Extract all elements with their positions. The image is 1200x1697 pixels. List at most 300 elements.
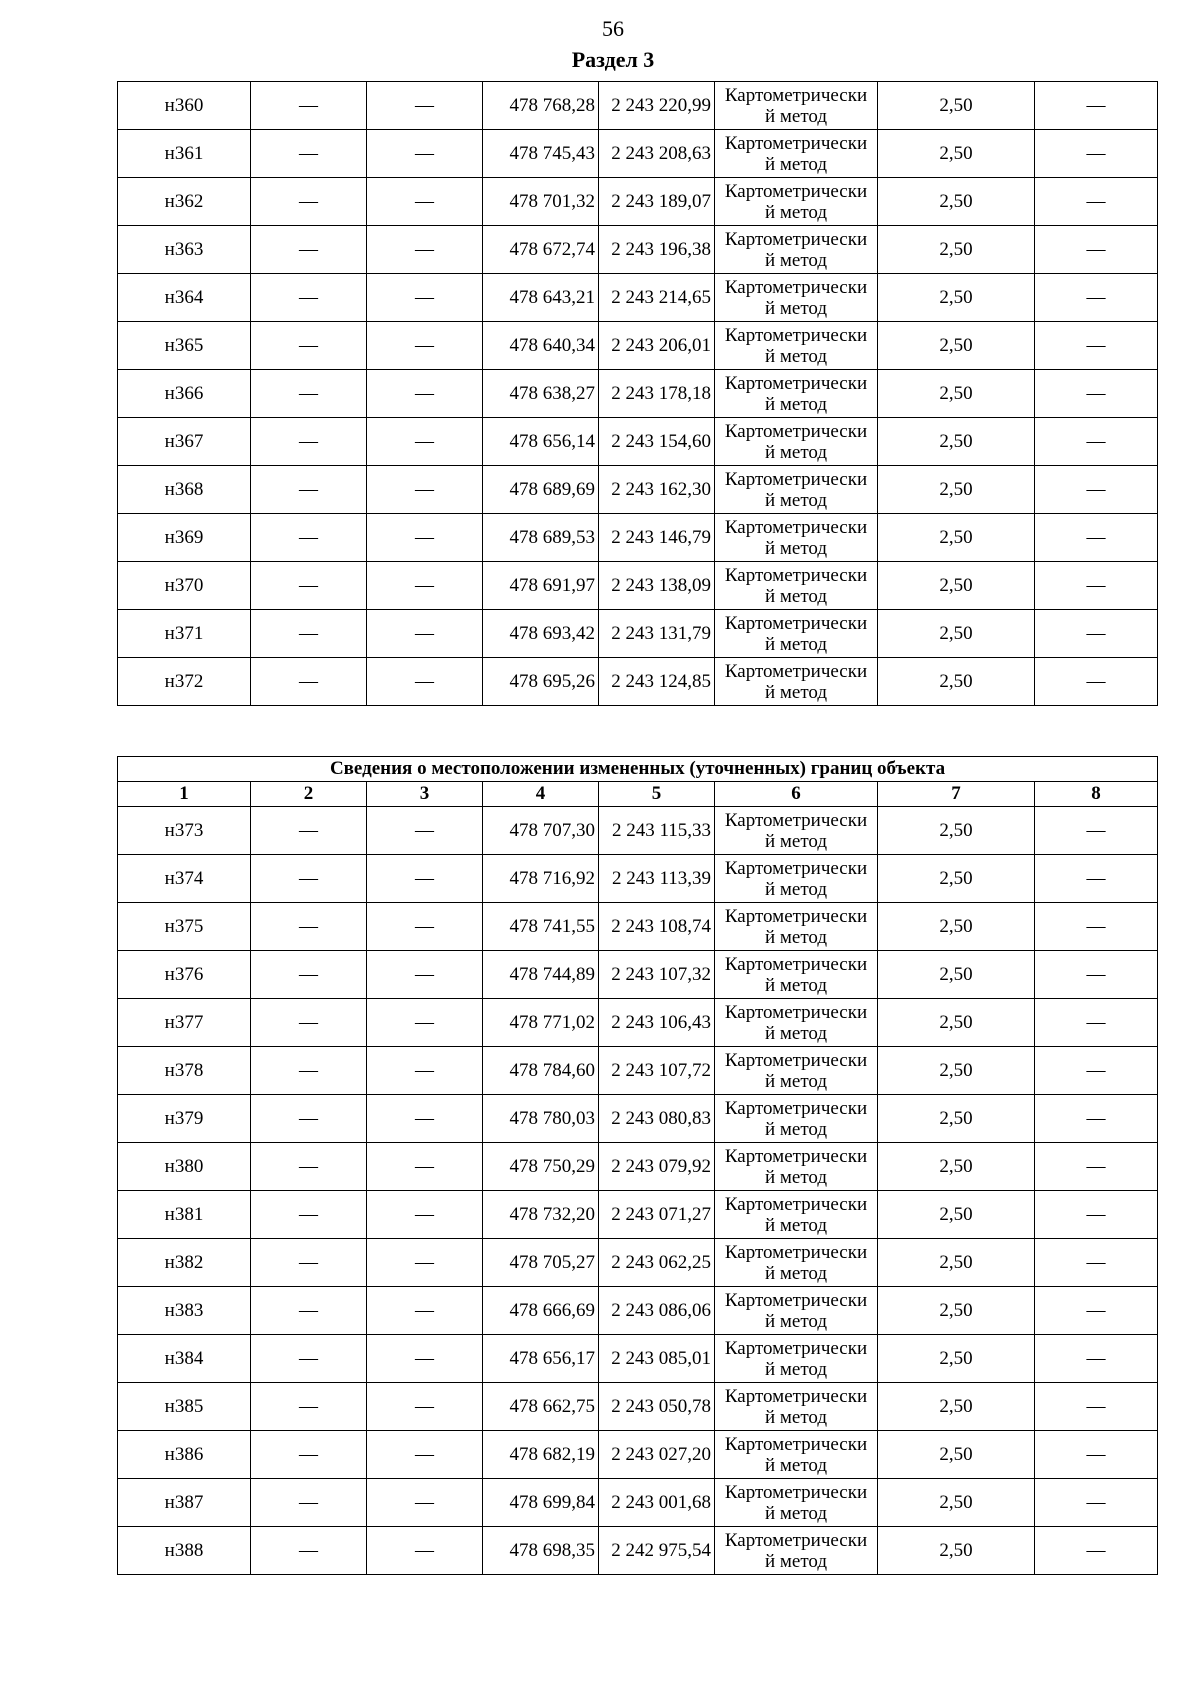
table-row [118, 82, 1158, 130]
table-row [118, 466, 1158, 514]
accuracy-cell: 2,50 [878, 1335, 1035, 1383]
method-cell [715, 514, 878, 562]
method-cell [715, 1287, 878, 1335]
table-row [118, 1095, 1158, 1143]
method-text-line-1: Картометрически [724, 953, 868, 975]
method-cell [715, 1143, 878, 1191]
method-text-line-1: Картометрически [724, 132, 868, 154]
table-row [118, 1431, 1158, 1479]
point-number-cell: н385 [118, 1383, 251, 1431]
y-coordinate-cell: 2 243 214,65 [599, 274, 715, 322]
coordinates-table-continued [117, 81, 1158, 706]
column-2-cell: — [251, 322, 367, 370]
column-8-cell: — [1035, 658, 1158, 706]
y-coordinate-cell: 2 243 086,06 [599, 1287, 715, 1335]
point-number-cell: н362 [118, 178, 251, 226]
table-row [118, 418, 1158, 466]
column-3-cell: — [367, 178, 483, 226]
column-3-cell: — [367, 1047, 483, 1095]
method-text-line-2: й метод [764, 926, 828, 948]
column-3-cell: — [367, 466, 483, 514]
method-text-line-2: й метод [764, 153, 828, 175]
column-2-cell: — [251, 1479, 367, 1527]
column-8-cell: — [1035, 1095, 1158, 1143]
method-cell [715, 226, 878, 274]
column-8-cell: — [1035, 855, 1158, 903]
point-number-cell: н368 [118, 466, 251, 514]
accuracy-cell: 2,50 [878, 1191, 1035, 1239]
accuracy-cell: 2,50 [878, 130, 1035, 178]
point-number-cell: н366 [118, 370, 251, 418]
column-3-cell: — [367, 999, 483, 1047]
accuracy-cell: 2,50 [878, 226, 1035, 274]
column-8-cell: — [1035, 1047, 1158, 1095]
method-text-line-2: й метод [764, 249, 828, 271]
method-cell [715, 466, 878, 514]
table-caption-row [118, 757, 1158, 782]
method-text-line-2: й метод [764, 537, 828, 559]
method-text-line-1: Картометрически [724, 1433, 868, 1455]
y-coordinate-cell: 2 243 162,30 [599, 466, 715, 514]
method-text-line-1: Картометрически [724, 228, 868, 250]
column-number: 5 [599, 782, 715, 807]
method-cell [715, 1047, 878, 1095]
column-3-cell: — [367, 1143, 483, 1191]
accuracy-cell: 2,50 [878, 1431, 1035, 1479]
column-8-cell: — [1035, 418, 1158, 466]
accuracy-cell: 2,50 [878, 466, 1035, 514]
method-cell [715, 322, 878, 370]
column-2-cell: — [251, 130, 367, 178]
x-coordinate-cell: 478 716,92 [483, 855, 599, 903]
method-text-line-1: Картометрически [724, 564, 868, 586]
x-coordinate-cell: 478 705,27 [483, 1239, 599, 1287]
point-number-cell: н371 [118, 610, 251, 658]
point-number-cell: н380 [118, 1143, 251, 1191]
table-row [118, 951, 1158, 999]
y-coordinate-cell: 2 243 107,72 [599, 1047, 715, 1095]
y-coordinate-cell: 2 243 124,85 [599, 658, 715, 706]
x-coordinate-cell: 478 707,30 [483, 807, 599, 855]
method-text-line-1: Картометрически [724, 1097, 868, 1119]
accuracy-cell: 2,50 [878, 418, 1035, 466]
accuracy-cell: 2,50 [878, 1479, 1035, 1527]
column-3-cell: — [367, 1383, 483, 1431]
column-8-cell: — [1035, 1479, 1158, 1527]
y-coordinate-cell: 2 243 189,07 [599, 178, 715, 226]
method-cell [715, 610, 878, 658]
x-coordinate-cell: 478 695,26 [483, 658, 599, 706]
column-2-cell: — [251, 1335, 367, 1383]
column-8-cell: — [1035, 999, 1158, 1047]
column-2-cell: — [251, 82, 367, 130]
x-coordinate-cell: 478 643,21 [483, 274, 599, 322]
y-coordinate-cell: 2 243 080,83 [599, 1095, 715, 1143]
method-cell [715, 999, 878, 1047]
method-text-line-2: й метод [764, 585, 828, 607]
column-8-cell: — [1035, 610, 1158, 658]
column-2-cell: — [251, 807, 367, 855]
method-cell [715, 1191, 878, 1239]
column-number: 3 [367, 782, 483, 807]
x-coordinate-cell: 478 701,32 [483, 178, 599, 226]
x-coordinate-cell: 478 744,89 [483, 951, 599, 999]
table-row [118, 1383, 1158, 1431]
accuracy-cell: 2,50 [878, 1239, 1035, 1287]
table-row [118, 1239, 1158, 1287]
method-cell [715, 370, 878, 418]
column-2-cell: — [251, 1191, 367, 1239]
accuracy-cell: 2,50 [878, 1095, 1035, 1143]
method-text-line-1: Картометрически [724, 1337, 868, 1359]
y-coordinate-cell: 2 243 050,78 [599, 1383, 715, 1431]
column-number: 4 [483, 782, 599, 807]
x-coordinate-cell: 478 672,74 [483, 226, 599, 274]
column-3-cell: — [367, 903, 483, 951]
column-8-cell: — [1035, 1527, 1158, 1575]
method-cell [715, 903, 878, 951]
method-cell [715, 130, 878, 178]
column-2-cell: — [251, 562, 367, 610]
point-number-cell: н365 [118, 322, 251, 370]
method-text-line-1: Картометрически [724, 809, 868, 831]
x-coordinate-cell: 478 689,69 [483, 466, 599, 514]
column-2-cell: — [251, 855, 367, 903]
x-coordinate-cell: 478 780,03 [483, 1095, 599, 1143]
column-8-cell: — [1035, 1287, 1158, 1335]
method-cell [715, 1527, 878, 1575]
y-coordinate-cell: 2 243 131,79 [599, 610, 715, 658]
method-text-line-2: й метод [764, 1502, 828, 1524]
point-number-cell: н386 [118, 1431, 251, 1479]
method-text-line-2: й метод [764, 1022, 828, 1044]
method-text-line-2: й метод [764, 297, 828, 319]
method-text-line-1: Картометрически [724, 276, 868, 298]
method-text-line-2: й метод [764, 1118, 828, 1140]
x-coordinate-cell: 478 784,60 [483, 1047, 599, 1095]
method-cell [715, 1335, 878, 1383]
y-coordinate-cell: 2 243 071,27 [599, 1191, 715, 1239]
accuracy-cell: 2,50 [878, 807, 1035, 855]
accuracy-cell: 2,50 [878, 1143, 1035, 1191]
column-3-cell: — [367, 418, 483, 466]
y-coordinate-cell: 2 243 113,39 [599, 855, 715, 903]
point-number-cell: н374 [118, 855, 251, 903]
column-3-cell: — [367, 807, 483, 855]
column-8-cell: — [1035, 514, 1158, 562]
table-caption: Сведения о местоположении измененных (уточненных) границ объекта [118, 757, 1158, 782]
column-3-cell: — [367, 951, 483, 999]
column-number: 6 [715, 782, 878, 807]
x-coordinate-cell: 478 691,97 [483, 562, 599, 610]
point-number-cell: н369 [118, 514, 251, 562]
method-text-line-1: Картометрически [724, 1289, 868, 1311]
column-2-cell: — [251, 466, 367, 514]
x-coordinate-cell: 478 768,28 [483, 82, 599, 130]
table-row [118, 1191, 1158, 1239]
method-text-line-1: Картометрически [724, 516, 868, 538]
method-text-line-1: Картометрически [724, 420, 868, 442]
accuracy-cell: 2,50 [878, 370, 1035, 418]
method-text-line-2: й метод [764, 105, 828, 127]
method-text-line-2: й метод [764, 393, 828, 415]
method-text-line-1: Картометрически [724, 1241, 868, 1263]
table-row [118, 1047, 1158, 1095]
accuracy-cell: 2,50 [878, 274, 1035, 322]
method-text-line-2: й метод [764, 830, 828, 852]
accuracy-cell: 2,50 [878, 514, 1035, 562]
method-text-line-1: Картометрически [724, 1145, 868, 1167]
x-coordinate-cell: 478 741,55 [483, 903, 599, 951]
table-row [118, 514, 1158, 562]
column-8-cell: — [1035, 1383, 1158, 1431]
column-number: 1 [118, 782, 251, 807]
column-3-cell: — [367, 274, 483, 322]
accuracy-cell: 2,50 [878, 658, 1035, 706]
accuracy-cell: 2,50 [878, 82, 1035, 130]
method-text-line-2: й метод [764, 489, 828, 511]
accuracy-cell: 2,50 [878, 999, 1035, 1047]
method-text-line-2: й метод [764, 633, 828, 655]
table-body-top [118, 82, 1158, 706]
method-cell [715, 1431, 878, 1479]
y-coordinate-cell: 2 243 206,01 [599, 322, 715, 370]
method-cell [715, 855, 878, 903]
column-3-cell: — [367, 610, 483, 658]
x-coordinate-cell: 478 656,17 [483, 1335, 599, 1383]
accuracy-cell: 2,50 [878, 610, 1035, 658]
y-coordinate-cell: 2 243 108,74 [599, 903, 715, 951]
x-coordinate-cell: 478 745,43 [483, 130, 599, 178]
point-number-cell: н383 [118, 1287, 251, 1335]
column-number: 2 [251, 782, 367, 807]
x-coordinate-cell: 478 693,42 [483, 610, 599, 658]
method-cell [715, 1479, 878, 1527]
x-coordinate-cell: 478 662,75 [483, 1383, 599, 1431]
table-row [118, 855, 1158, 903]
method-text-line-2: й метод [764, 441, 828, 463]
column-2-cell: — [251, 1143, 367, 1191]
method-text-line-1: Картометрически [724, 660, 868, 682]
y-coordinate-cell: 2 243 106,43 [599, 999, 715, 1047]
column-3-cell: — [367, 370, 483, 418]
accuracy-cell: 2,50 [878, 903, 1035, 951]
point-number-cell: н372 [118, 658, 251, 706]
y-coordinate-cell: 2 243 146,79 [599, 514, 715, 562]
table-row [118, 807, 1158, 855]
y-coordinate-cell: 2 243 027,20 [599, 1431, 715, 1479]
table-row [118, 226, 1158, 274]
column-8-cell: — [1035, 226, 1158, 274]
column-2-cell: — [251, 514, 367, 562]
accuracy-cell: 2,50 [878, 1527, 1035, 1575]
column-8-cell: — [1035, 466, 1158, 514]
section-title: Раздел 3 [571, 47, 655, 72]
table-row [118, 1287, 1158, 1335]
column-3-cell: — [367, 1335, 483, 1383]
method-cell [715, 1239, 878, 1287]
method-text-line-1: Картометрически [724, 324, 868, 346]
column-8-cell: — [1035, 370, 1158, 418]
x-coordinate-cell: 478 638,27 [483, 370, 599, 418]
y-coordinate-cell: 2 243 178,18 [599, 370, 715, 418]
column-3-cell: — [367, 562, 483, 610]
column-3-cell: — [367, 855, 483, 903]
column-3-cell: — [367, 82, 483, 130]
point-number-cell: н367 [118, 418, 251, 466]
column-2-cell: — [251, 1287, 367, 1335]
method-text-line-1: Картометрически [724, 468, 868, 490]
x-coordinate-cell: 478 640,34 [483, 322, 599, 370]
column-number: 8 [1035, 782, 1158, 807]
column-2-cell: — [251, 226, 367, 274]
table-row [118, 1527, 1158, 1575]
method-text-line-1: Картометрически [724, 1385, 868, 1407]
point-number-cell: н363 [118, 226, 251, 274]
method-text-line-1: Картометрически [724, 1001, 868, 1023]
point-number-cell: н381 [118, 1191, 251, 1239]
method-cell [715, 658, 878, 706]
x-coordinate-cell: 478 666,69 [483, 1287, 599, 1335]
accuracy-cell: 2,50 [878, 178, 1035, 226]
point-number-cell: н379 [118, 1095, 251, 1143]
column-2-cell: — [251, 274, 367, 322]
table-row [118, 1143, 1158, 1191]
column-2-cell: — [251, 610, 367, 658]
column-8-cell: — [1035, 951, 1158, 999]
accuracy-cell: 2,50 [878, 1287, 1035, 1335]
method-text-line-2: й метод [764, 201, 828, 223]
column-2-cell: — [251, 1383, 367, 1431]
y-coordinate-cell: 2 243 001,68 [599, 1479, 715, 1527]
method-text-line-2: й метод [764, 1358, 828, 1380]
method-text-line-2: й метод [764, 1214, 828, 1236]
method-text-line-2: й метод [764, 1550, 828, 1572]
y-coordinate-cell: 2 243 107,32 [599, 951, 715, 999]
column-3-cell: — [367, 1287, 483, 1335]
point-number-cell: н375 [118, 903, 251, 951]
column-2-cell: — [251, 418, 367, 466]
method-cell [715, 418, 878, 466]
column-8-cell: — [1035, 903, 1158, 951]
column-number: 7 [878, 782, 1035, 807]
point-number-cell: н378 [118, 1047, 251, 1095]
x-coordinate-cell: 478 698,35 [483, 1527, 599, 1575]
point-number-cell: н373 [118, 807, 251, 855]
x-coordinate-cell: 478 732,20 [483, 1191, 599, 1239]
column-2-cell: — [251, 370, 367, 418]
method-text-line-1: Картометрически [724, 1193, 868, 1215]
column-3-cell: — [367, 1191, 483, 1239]
method-cell [715, 951, 878, 999]
column-2-cell: — [251, 903, 367, 951]
accuracy-cell: 2,50 [878, 1047, 1035, 1095]
x-coordinate-cell: 478 750,29 [483, 1143, 599, 1191]
method-text-line-2: й метод [764, 1262, 828, 1284]
column-8-cell: — [1035, 1143, 1158, 1191]
accuracy-cell: 2,50 [878, 562, 1035, 610]
accuracy-cell: 2,50 [878, 951, 1035, 999]
y-coordinate-cell: 2 243 085,01 [599, 1335, 715, 1383]
column-3-cell: — [367, 514, 483, 562]
column-8-cell: — [1035, 562, 1158, 610]
column-2-cell: — [251, 658, 367, 706]
y-coordinate-cell: 2 243 079,92 [599, 1143, 715, 1191]
column-2-cell: — [251, 178, 367, 226]
y-coordinate-cell: 2 243 062,25 [599, 1239, 715, 1287]
method-text-line-2: й метод [764, 1166, 828, 1188]
column-8-cell: — [1035, 807, 1158, 855]
column-8-cell: — [1035, 1431, 1158, 1479]
method-text-line-1: Картометрически [724, 1529, 868, 1551]
table-row [118, 370, 1158, 418]
column-3-cell: — [367, 1239, 483, 1287]
point-number-cell: н387 [118, 1479, 251, 1527]
column-2-cell: — [251, 1527, 367, 1575]
method-text-line-2: й метод [764, 1454, 828, 1476]
column-8-cell: — [1035, 1191, 1158, 1239]
point-number-cell: н376 [118, 951, 251, 999]
method-text-line-1: Картометрически [724, 857, 868, 879]
table-row [118, 322, 1158, 370]
method-text-line-2: й метод [764, 1406, 828, 1428]
method-cell [715, 82, 878, 130]
y-coordinate-cell: 2 242 975,54 [599, 1527, 715, 1575]
method-text-line-2: й метод [764, 974, 828, 996]
point-number-cell: н377 [118, 999, 251, 1047]
point-number-cell: н382 [118, 1239, 251, 1287]
method-text-line-2: й метод [764, 878, 828, 900]
accuracy-cell: 2,50 [878, 1383, 1035, 1431]
method-cell [715, 807, 878, 855]
accuracy-cell: 2,50 [878, 322, 1035, 370]
point-number-cell: н370 [118, 562, 251, 610]
column-3-cell: — [367, 226, 483, 274]
table-row [118, 999, 1158, 1047]
x-coordinate-cell: 478 699,84 [483, 1479, 599, 1527]
y-coordinate-cell: 2 243 115,33 [599, 807, 715, 855]
column-8-cell: — [1035, 1239, 1158, 1287]
method-text-line-1: Картометрически [724, 372, 868, 394]
table-row [118, 1479, 1158, 1527]
y-coordinate-cell: 2 243 220,99 [599, 82, 715, 130]
x-coordinate-cell: 478 689,53 [483, 514, 599, 562]
column-8-cell: — [1035, 130, 1158, 178]
accuracy-cell: 2,50 [878, 855, 1035, 903]
column-8-cell: — [1035, 82, 1158, 130]
method-text-line-1: Картометрически [724, 905, 868, 927]
column-2-cell: — [251, 999, 367, 1047]
method-text-line-2: й метод [764, 1070, 828, 1092]
point-number-cell: н388 [118, 1527, 251, 1575]
column-2-cell: — [251, 951, 367, 999]
x-coordinate-cell: 478 771,02 [483, 999, 599, 1047]
table-row [118, 562, 1158, 610]
column-8-cell: — [1035, 1335, 1158, 1383]
method-text-line-2: й метод [764, 681, 828, 703]
y-coordinate-cell: 2 243 154,60 [599, 418, 715, 466]
column-8-cell: — [1035, 322, 1158, 370]
table-row [118, 178, 1158, 226]
table-row [118, 610, 1158, 658]
method-text-line-1: Картометрически [724, 180, 868, 202]
table-row [118, 1335, 1158, 1383]
column-3-cell: — [367, 1527, 483, 1575]
method-cell [715, 178, 878, 226]
table-row [118, 658, 1158, 706]
method-cell [715, 274, 878, 322]
table-row [118, 130, 1158, 178]
